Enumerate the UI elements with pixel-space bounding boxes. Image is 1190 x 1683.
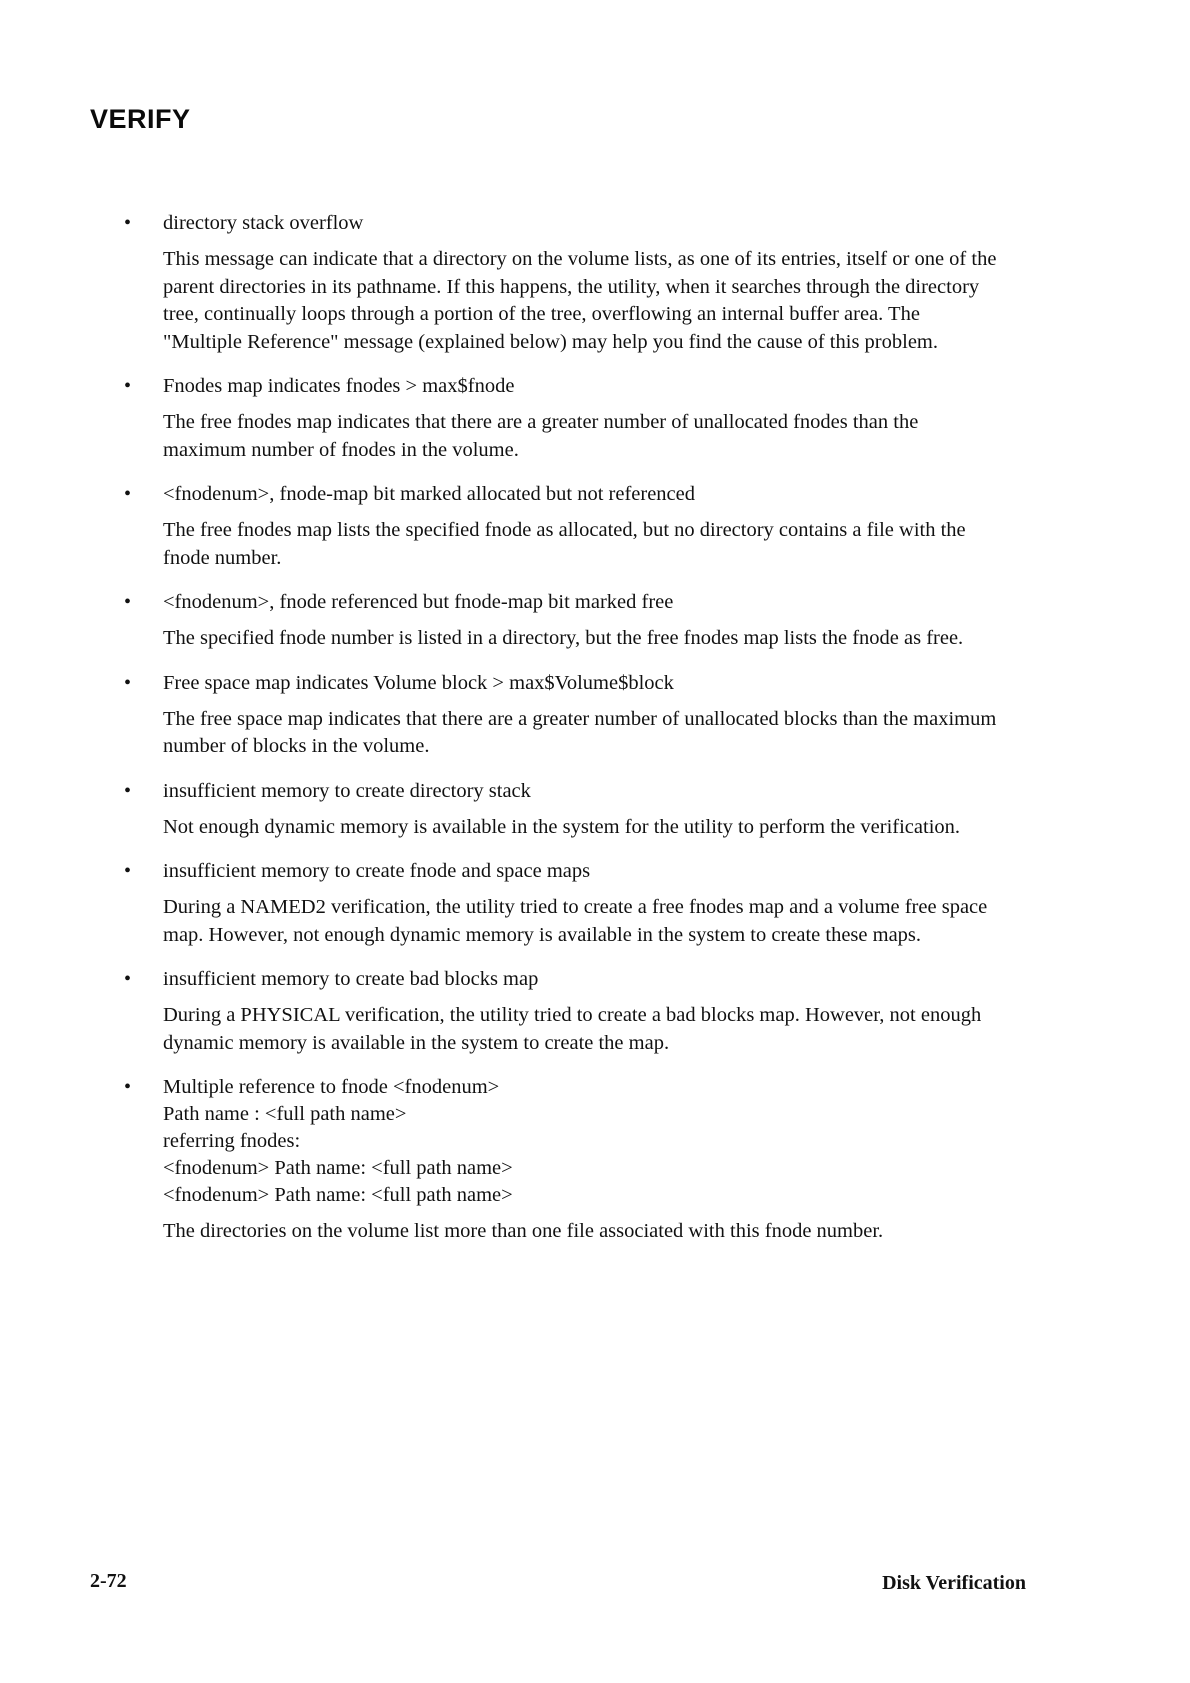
message-item-fnode-referenced-but-free — [120, 589, 1000, 653]
message-text: directory stack overflow — [163, 212, 364, 234]
message-description: Not enough dynamic memory is available in the system for the utility to perform the verification. — [163, 815, 961, 838]
bullet-icon: • — [124, 591, 132, 613]
message-item-memory-fnode-space-maps — [120, 858, 1000, 949]
message-item-free-space-map-exceeds-max — [120, 670, 1000, 761]
message-description: The free fnodes map lists the specified fnode as allocated, but no directory contains a file with the fnode number. — [163, 519, 966, 569]
message-text: <fnodenum>, fnode-map bit marked allocated but not referenced — [163, 483, 695, 505]
message-text-referring-entry: <fnodenum> Path name: <full path name> — [163, 1157, 513, 1179]
bullet-icon: • — [124, 968, 132, 990]
message-item-multiple-reference — [120, 1074, 1000, 1246]
bullet-icon: • — [124, 483, 132, 505]
message-text-path-name: Path name : <full path name> — [163, 1103, 407, 1125]
message-description: The directories on the volume list more than one file associated with this fnode number. — [163, 1220, 884, 1242]
message-description: The free space map indicates that there are a greater number of unallocated blocks than the maximum number of blocks in the volume. — [163, 707, 997, 757]
message-description: The specified fnode number is listed in a directory, but the free fnodes map lists the fnode as free. — [163, 627, 964, 649]
bullet-icon: • — [124, 671, 132, 694]
message-item-memory-directory-stack — [120, 778, 1000, 842]
message-text-referring-fnodes: referring fnodes: — [163, 1130, 301, 1152]
message-text: Fnodes map indicates fnodes > max$fnode — [163, 375, 515, 397]
message-list — [120, 210, 1000, 1263]
bullet-icon: • — [124, 779, 132, 802]
message-text: <fnodenum>, fnode referenced but fnode-map bit marked free — [163, 591, 674, 613]
message-description: During a PHYSICAL verification, the utility tried to create a bad blocks map. However, not enough dynamic memory is available in the system to create the map. — [163, 1004, 982, 1054]
message-text-referring-entry: <fnodenum> Path name: <full path name> — [163, 1184, 513, 1206]
message-description: This message can indicate that a directory on the volume lists, as one of its entries, itself or one of the parent directories in its pathname. If this happens, the utility, when it searches through the directory tree, continually loops through a portion of the tree, overflowing an internal buffer area. The "Multiple Reference" message (explained below) may help you find the cause of this problem. — [163, 248, 997, 353]
message-item-directory-stack-overflow — [120, 210, 1000, 356]
page-number: 2-72 — [90, 1570, 127, 1592]
message-text: insufficient memory to create fnode and space maps — [163, 860, 591, 882]
section-title: Disk Verification — [882, 1572, 1026, 1594]
bullet-icon: • — [124, 1076, 132, 1098]
message-text: Multiple reference to fnode <fnodenum> — [163, 1076, 500, 1098]
message-description: The free fnodes map indicates that there are a greater number of unallocated fnodes than the maximum number of fnodes in the volume. — [163, 411, 919, 461]
message-text: insufficient memory to create directory stack — [163, 779, 531, 802]
bullet-icon: • — [124, 375, 132, 397]
page-heading: VERIFY — [90, 104, 191, 134]
message-item-memory-bad-blocks-map — [120, 966, 1000, 1057]
message-item-fnode-allocated-not-referenced — [120, 481, 1000, 572]
message-description: During a NAMED2 verification, the utility tried to create a free fnodes map and a volume free space map. However, not enough dynamic memory is available in the system to create these maps. — [163, 896, 988, 946]
bullet-icon: • — [124, 212, 132, 234]
message-text: insufficient memory to create bad blocks map — [163, 968, 539, 990]
bullet-icon: • — [124, 860, 132, 882]
message-text: Free space map indicates Volume block > max$Volume$block — [163, 671, 674, 694]
message-item-fnodes-map-exceeds-max — [120, 373, 1000, 464]
